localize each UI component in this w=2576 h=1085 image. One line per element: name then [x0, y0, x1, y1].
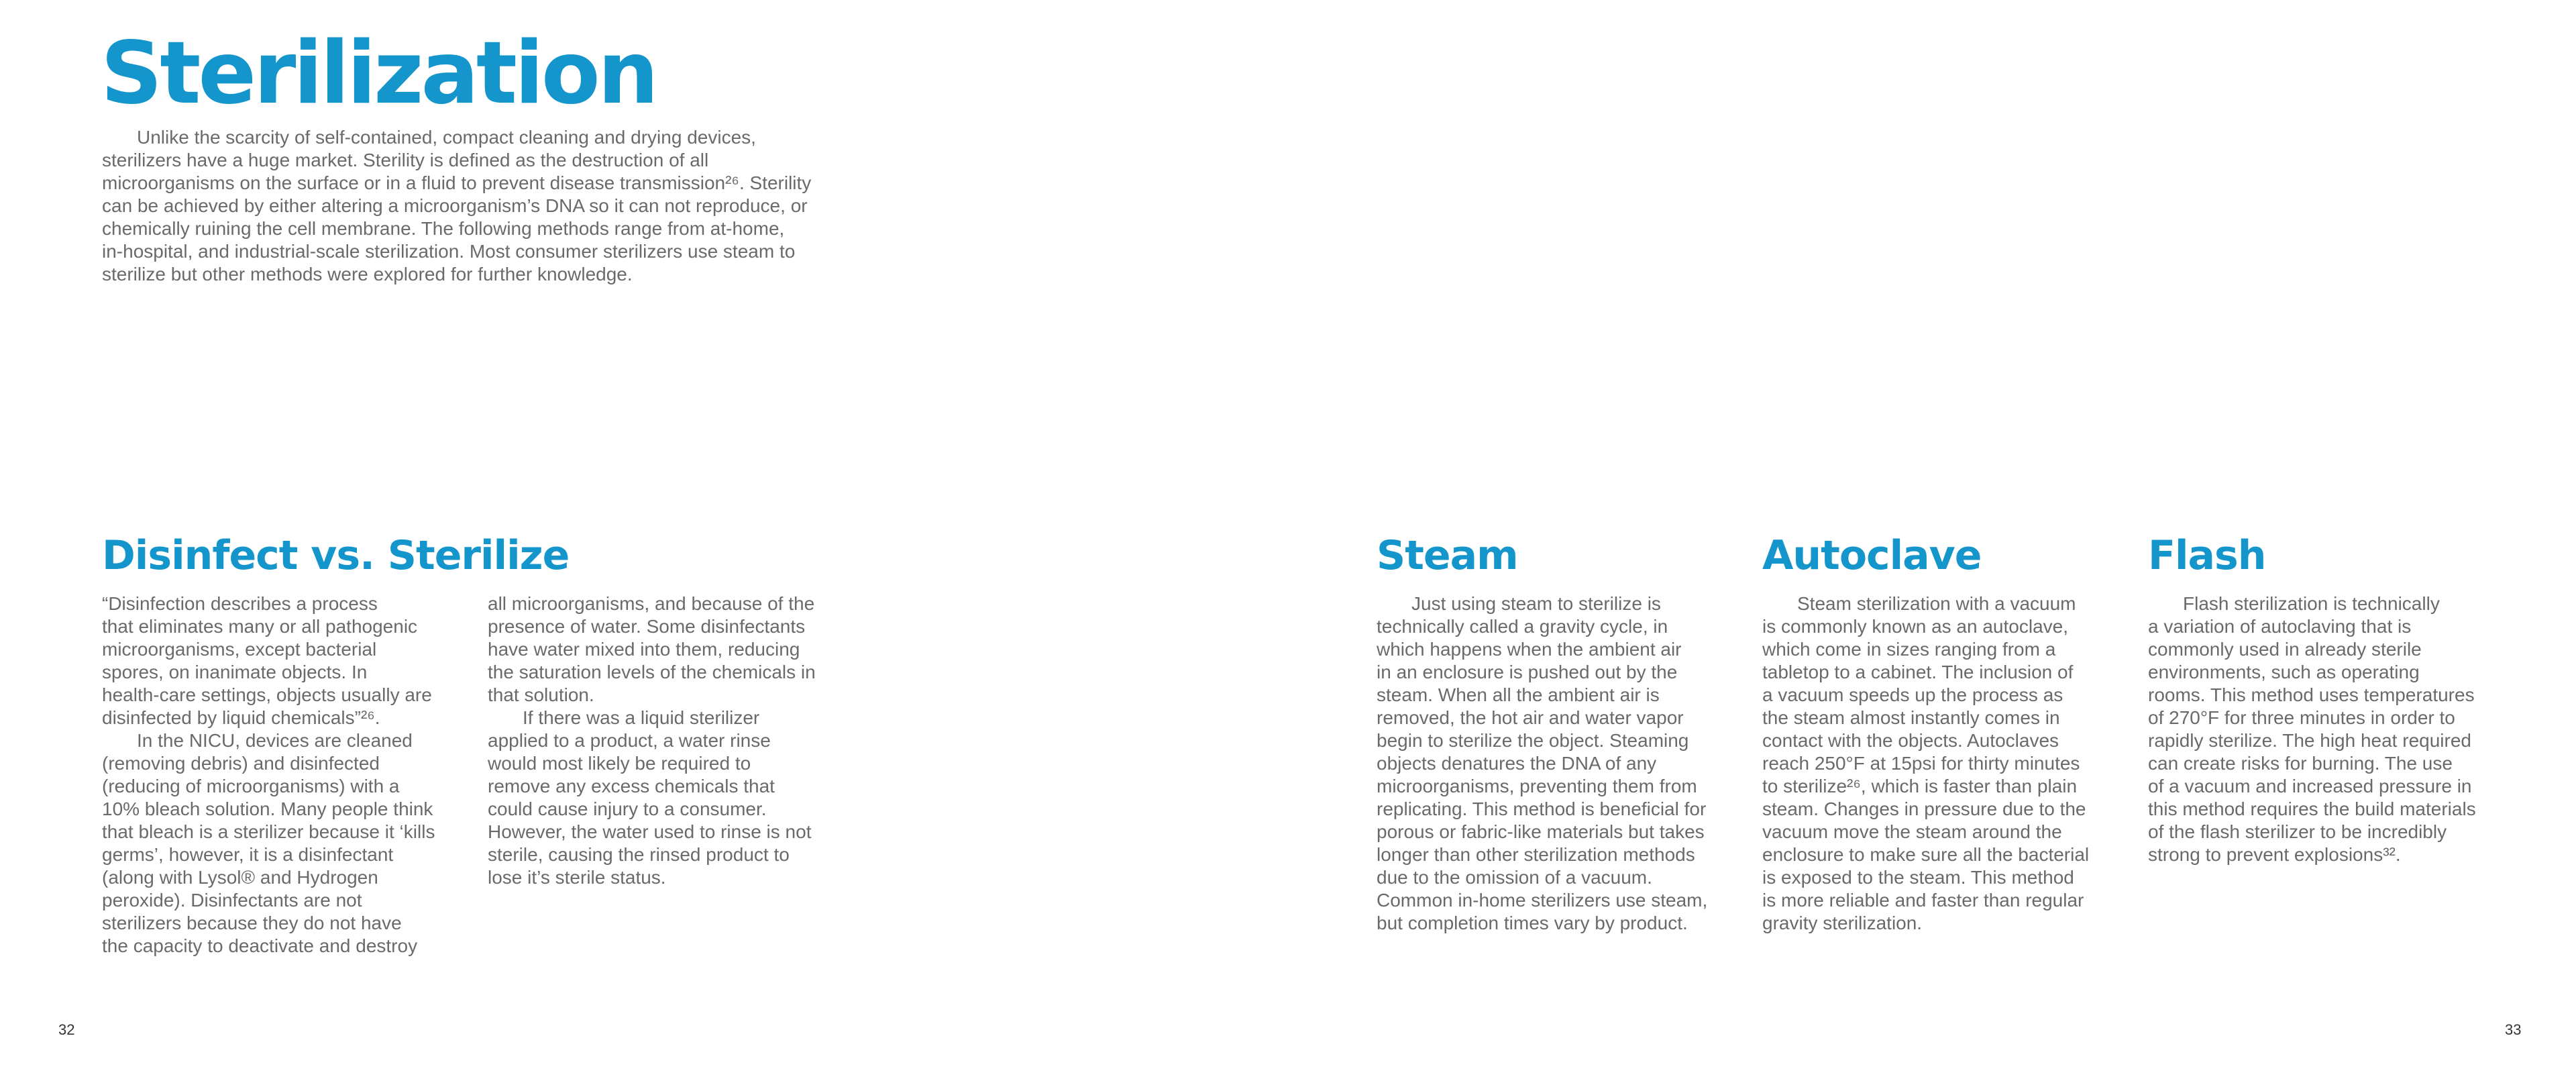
- text-line: reach 250°F at 15psi for thirty minutes: [1762, 753, 2080, 774]
- text-line: Just using steam to sterilize is: [1411, 593, 1661, 614]
- text-line: gravity sterilization.: [1762, 913, 1923, 933]
- text-line: (along with Lysol® and Hydrogen: [102, 867, 378, 888]
- text-line: which happens when the ambient air: [1377, 639, 1682, 660]
- text-line: is exposed to the steam. This method: [1762, 867, 2074, 888]
- text-line: remove any excess chemicals that: [488, 776, 775, 796]
- text-line: due to the omission of a vacuum.: [1377, 867, 1652, 888]
- text-line: Flash sterilization is technically: [2183, 593, 2440, 614]
- text-line: tabletop to a cabinet. The inclusion of: [1762, 662, 2074, 682]
- steam-heading: Steam: [1377, 532, 1518, 579]
- disinfect-column-2: [488, 592, 816, 889]
- text-line: but completion times vary by product.: [1377, 913, 1688, 933]
- text-line: Common in-home sterilizers use steam,: [1377, 890, 1708, 911]
- autoclave-heading: Autoclave: [1762, 532, 1982, 579]
- text-line: peroxide). Disinfectants are not: [102, 890, 362, 911]
- text-line: Steam sterilization with a vacuum: [1797, 593, 2076, 614]
- text-line: all microorganisms, and because of the: [488, 593, 815, 614]
- text-line: which come in sizes ranging from a: [1762, 639, 2056, 660]
- text-line: commonly used in already sterile: [2148, 639, 2422, 660]
- text-line: microorganisms, preventing them from: [1377, 776, 1697, 796]
- text-line: Unlike the scarcity of self-contained, compact cleaning and drying devices,: [137, 127, 756, 148]
- text-line: (removing debris) and disinfected: [102, 753, 380, 774]
- text-line: of 270°F for three minutes in order to: [2148, 707, 2455, 728]
- text-line: microorganisms, except bacterial: [102, 639, 377, 660]
- text-line: chemically ruining the cell membrane. The following methods range from at-home,: [102, 218, 785, 239]
- flash-paragraph: [2148, 592, 2476, 866]
- text-line: that solution.: [488, 684, 594, 705]
- text-line: in-hospital, and industrial-scale sterilization. Most consumer sterilizers use steam to: [102, 241, 796, 262]
- text-line: longer than other sterilization methods: [1377, 844, 1695, 865]
- text-line: strong to prevent explosions³².: [2148, 844, 2401, 865]
- text-line: (reducing of microorganisms) with a: [102, 776, 400, 796]
- text-line: removed, the hot air and water vapor: [1377, 707, 1684, 728]
- text-line: lose it’s sterile status.: [488, 867, 666, 888]
- text-line: environments, such as operating: [2148, 662, 2420, 682]
- text-line: in an enclosure is pushed out by the: [1377, 662, 1678, 682]
- text-line: contact with the objects. Autoclaves: [1762, 730, 2059, 751]
- text-line: steam. When all the ambient air is: [1377, 684, 1660, 705]
- text-line: sterilizers have a huge market. Sterility is defined as the destruction of all: [102, 150, 709, 170]
- page-number-left: 32: [58, 1021, 75, 1038]
- text-line: the saturation levels of the chemicals in: [488, 662, 816, 682]
- text-line: microorganisms on the surface or in a fluid to prevent disease transmission²⁶. Sterility: [102, 172, 812, 193]
- text-line: can create risks for burning. The use: [2148, 753, 2453, 774]
- text-line: objects denatures the DNA of any: [1377, 753, 1657, 774]
- text-line: could cause injury to a consumer.: [488, 798, 767, 819]
- text-line: presence of water. Some disinfectants: [488, 616, 806, 637]
- text-line: replicating. This method is beneficial for: [1377, 798, 1707, 819]
- text-line: disinfected by liquid chemicals”²⁶.: [102, 707, 380, 728]
- text-line: that eliminates many or all pathogenic: [102, 616, 418, 637]
- text-line: rapidly sterilize. The high heat required: [2148, 730, 2471, 751]
- text-line: the steam almost instantly comes in: [1762, 707, 2060, 728]
- text-line: a variation of autoclaving that is: [2148, 616, 2412, 637]
- text-line: have water mixed into them, reducing: [488, 639, 800, 660]
- text-line: In the NICU, devices are cleaned: [137, 730, 413, 751]
- text-line: If there was a liquid sterilizer: [523, 707, 760, 728]
- text-line: this method requires the build materials: [2148, 798, 2476, 819]
- text-line: porous or fabric-like materials but takes: [1377, 821, 1705, 842]
- flash-heading: Flash: [2148, 532, 2266, 579]
- text-line: begin to sterilize the object. Steaming: [1377, 730, 1689, 751]
- text-line: steam. Changes in pressure due to the: [1762, 798, 2086, 819]
- text-line: the capacity to deactivate and destroy: [102, 935, 418, 956]
- text-line: that bleach is a sterilizer because it ‘kills: [102, 821, 435, 842]
- text-line: sterilizers because they do not have: [102, 913, 402, 933]
- text-line: 10% bleach solution. Many people think: [102, 798, 433, 819]
- text-line: technically called a gravity cycle, in: [1377, 616, 1668, 637]
- text-line: a vacuum speeds up the process as: [1762, 684, 2063, 705]
- intro-paragraph: [102, 126, 811, 286]
- page-title: Sterilization: [101, 23, 656, 123]
- text-line: “Disinfection describes a process: [102, 593, 378, 614]
- text-line: germs’, however, it is a disinfectant: [102, 844, 394, 865]
- text-line: health-care settings, objects usually are: [102, 684, 432, 705]
- disinfect-column-1: [102, 592, 435, 958]
- text-line: sterile, causing the rinsed product to: [488, 844, 790, 865]
- steam-paragraph: [1377, 592, 1707, 935]
- page-number-right: 33: [2505, 1021, 2522, 1038]
- text-line: enclosure to make sure all the bacterial: [1762, 844, 2090, 865]
- text-line: of a vacuum and increased pressure in: [2148, 776, 2472, 796]
- text-line: of the flash sterilizer to be incredibly: [2148, 821, 2447, 842]
- disinfect-heading: Disinfect vs. Sterilize: [102, 532, 570, 579]
- text-line: to sterilize²⁶, which is faster than plain: [1762, 776, 2078, 796]
- text-line: would most likely be required to: [488, 753, 751, 774]
- text-line: applied to a product, a water rinse: [488, 730, 771, 751]
- text-line: can be achieved by either altering a microorganism’s DNA so it can not reproduce, or: [102, 195, 808, 216]
- text-line: spores, on inanimate objects. In: [102, 662, 368, 682]
- text-line: However, the water used to rinse is not: [488, 821, 812, 842]
- autoclave-paragraph: [1762, 592, 2089, 935]
- text-line: rooms. This method uses temperatures: [2148, 684, 2475, 705]
- text-line: is more reliable and faster than regular: [1762, 890, 2084, 911]
- text-line: is commonly known as an autoclave,: [1762, 616, 2068, 637]
- text-line: vacuum move the steam around the: [1762, 821, 2062, 842]
- text-line: sterilize but other methods were explored for further knowledge.: [102, 264, 633, 285]
